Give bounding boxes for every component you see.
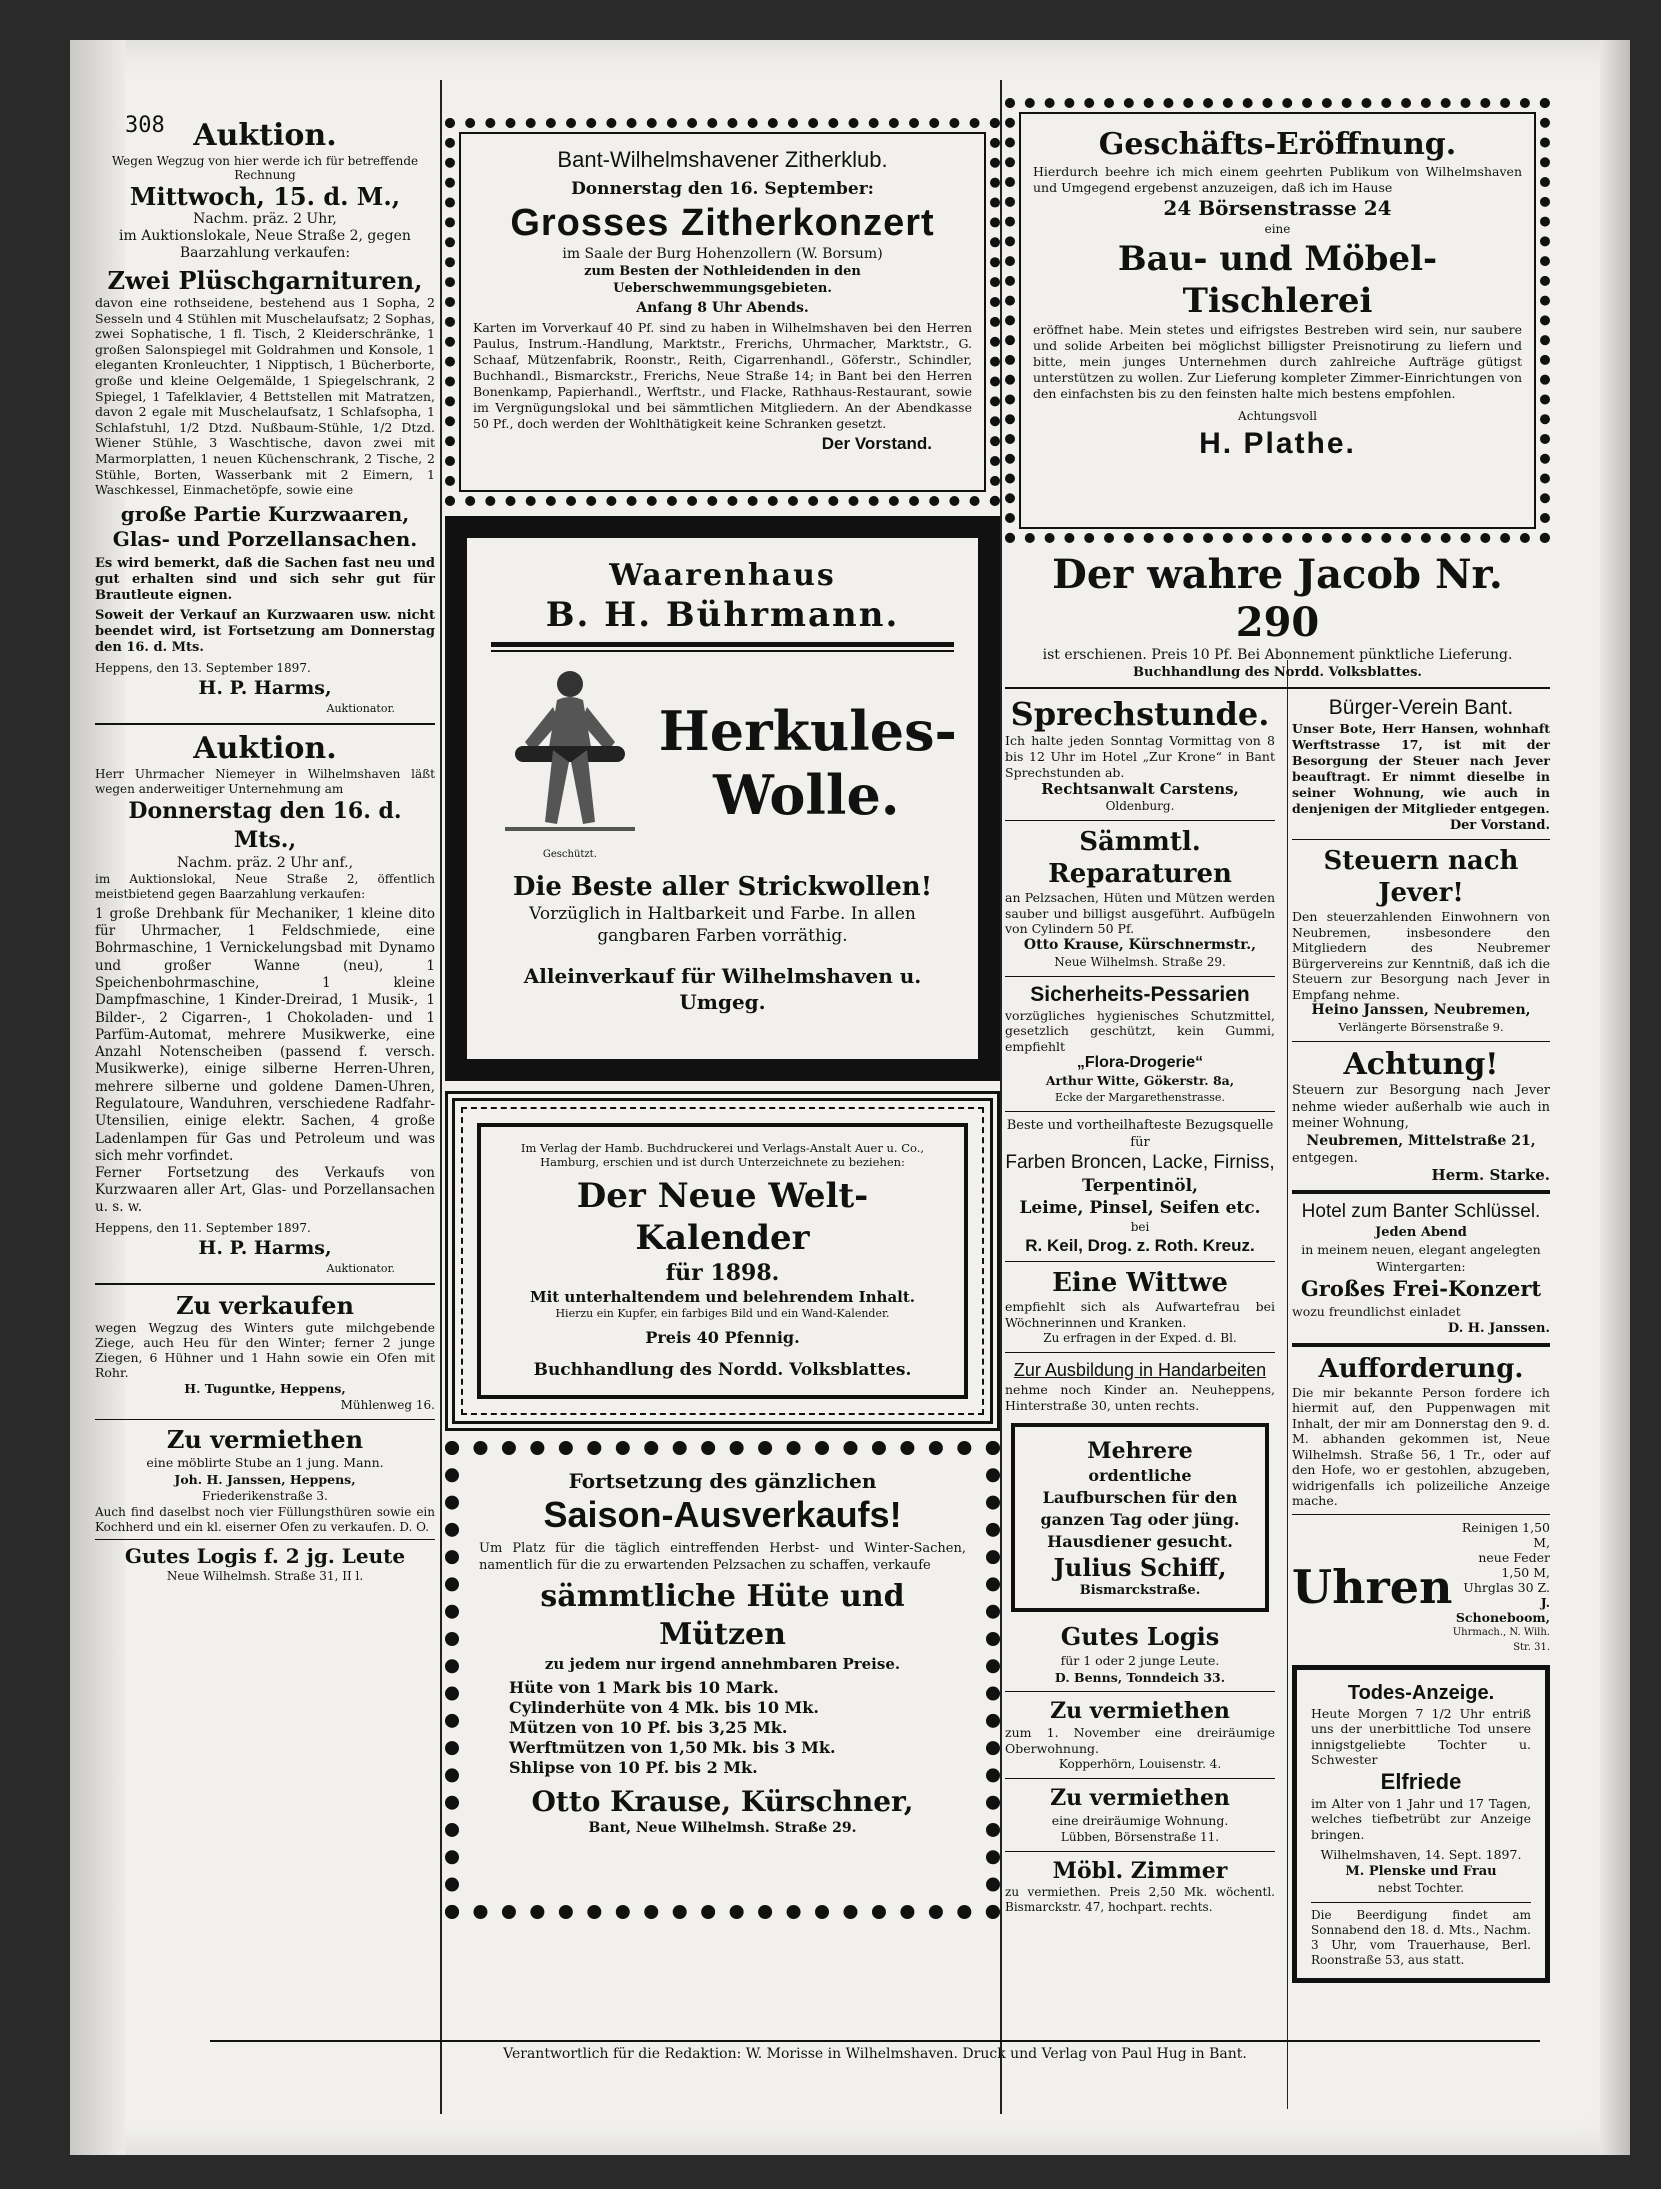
imprint: Verantwortlich für die Redaktion: W. Morisse in Wilhelmshaven. Druck und Verlag von Paul Hug in Bant. — [210, 2040, 1540, 2062]
column-rule — [1000, 80, 1002, 2114]
ad-text: Heute Morgen 7 1/2 Uhr entriß uns der unerbittliche Tod unsere innigstgeliebte Tochter u. Schwester — [1311, 1705, 1531, 1767]
ad-text: Auch find daselbst noch vier Füllungsthüren sowie ein Kochherd und ein kl. eiserner Ofen zu verkaufen. D. O. — [95, 1505, 435, 1534]
ad-text: Die Beerdigung findet am Sonnabend den 18. d. Mts., Nachm. 3 Uhr, vom Trauerhause, Berl. Roonstraße 53, aus statt. — [1311, 1908, 1531, 1967]
ad-title: Saison-Ausverkaufs! — [543, 1494, 902, 1535]
ad-shop: „Flora-Drogerie“ — [1076, 1054, 1204, 1071]
ad-text: Ferner Fortsetzung des Verkaufs von Kurzwaaren aller Art, Glas- und Porzellansachen u. s. w. — [95, 1165, 435, 1216]
divider — [491, 642, 954, 652]
ad-text: Die mir bekannte Person fordere ich hiermit auf, den Puppenwagen mit Inhalt, der mir am Donnerstag den 9. d. M. abhanden gekommen ist, Neue Wilhelmsh. Straße 56, 1 Tr., oder auf den Hofe, wo er gestohlen, abzugeben, widrigenfalls ich polizeiliche Anzeige mache. — [1292, 1384, 1550, 1508]
ad-title: Der wahre Jacob Nr. 290 — [1052, 551, 1503, 646]
divider — [1005, 1352, 1275, 1353]
ad-signature: J. Schoneboom, — [1455, 1594, 1550, 1625]
ad-signature: H. Plathe. — [1199, 427, 1356, 460]
ad-signature: Julius Schiff, — [1053, 1553, 1227, 1582]
ad-title: Steuern nach Jever! — [1323, 846, 1519, 908]
ad-text: Um Platz für die täglich eintreffenden Herbst- und Winter-Sachen, namentlich für die zu erwartenden Pelzsachen zu schaffen, verkaufe — [479, 1541, 966, 1573]
ad-title: Auktion. — [193, 730, 337, 766]
ad-address: Ecke der Margarethenstrasse. — [1055, 1091, 1225, 1104]
ad-text: wegen Wegzug des Winters gute milchgebende Ziege, auch Heu für den Winter; ferner 2 junge Ziegen, 6 Hühner und 1 Hahn sowie ein Ofen mit Rohr. — [95, 1320, 435, 1381]
ad-dateline: Heppens, den 11. September 1897. — [95, 1221, 311, 1236]
ad-price: Preis 40 Pfennig. — [645, 1328, 800, 1347]
ad-text: im Alter von 1 Jahr und 17 Tagen, welches tiefbetrübt zur Anzeige bringen. — [1311, 1795, 1531, 1842]
subcolumn-a — [1005, 695, 1275, 1983]
ad-address: Neue Wilhelmsh. Straße 29. — [1054, 954, 1226, 969]
ad-text: vorzügliches hygienisches Schutzmittel, gesetzlich geschützt, kein Gummi, empfiehlt — [1005, 1007, 1275, 1054]
ad-text: Herr Uhrmacher Niemeyer in Wilhelmshaven läßt wegen anderweitiger Unternehmung am — [95, 766, 435, 796]
ad-signature: H. P. Harms, — [198, 676, 332, 699]
ad-signature: Arthur Witte, Gökerstr. 8a, — [1045, 1073, 1235, 1088]
divider — [1005, 1851, 1275, 1852]
ad-signature: Otto Krause, Kürschnermstr., — [1023, 936, 1257, 953]
ad-title: Zu vermiethen — [166, 1425, 364, 1455]
price-item: Werftmützen von 1,50 Mk. bis 3 Mk. — [509, 1738, 836, 1757]
ad-address: Friederikenstraße 3. — [202, 1489, 328, 1504]
ad-address: Kopperhörn, Louisenstr. 4. — [1058, 1757, 1222, 1771]
ad-text: eine dreiräumige Wohnung. — [1051, 1813, 1229, 1828]
divider — [1292, 1343, 1550, 1347]
column-middle — [445, 118, 1000, 1919]
ad-heading: große Partie Kurzwaaren, Glas- und Porzellansachen. — [112, 501, 418, 551]
ad-date: Mittwoch, 15. d. M., — [129, 182, 401, 211]
column-left — [95, 118, 435, 1585]
ad-signature: Der Vorstand. — [1449, 818, 1550, 833]
divider — [1292, 839, 1550, 840]
ad-signature: M. Plenske und Frau — [1345, 1864, 1497, 1879]
divider — [1005, 1778, 1275, 1779]
ad-signature: Otto Krause, Kürschner, — [531, 1785, 914, 1818]
ad-saison-ausverkauf — [445, 1441, 1000, 1919]
ad-address: Mühlenweg 16. — [340, 1398, 435, 1413]
ad-heading: Bau- und Möbel-Tischlerei — [1117, 239, 1438, 321]
ad-info: Zu erfragen in der Exped. d. Bl. — [1043, 1331, 1237, 1345]
ad-text: Steuern zur Besorgung nach Jever nehme wieder außerhalb wie auch in meiner Wohnung, — [1292, 1083, 1550, 1131]
ad-role: Auktionator. — [326, 701, 395, 715]
ad-date: Donnerstag den 16. d. Mts., — [128, 797, 402, 853]
product-slogan: Die Beste aller Strickwollen! — [512, 872, 933, 902]
ad-laufburschen — [1011, 1423, 1269, 1612]
ad-text: Wegen Wegzug von hier werde ich für betreffende Rechnung — [111, 154, 419, 182]
ad-text: wozu freundlichst einladet — [1292, 1303, 1461, 1319]
price-item: Hüte von 1 Mark bis 10 Mark. — [509, 1678, 779, 1697]
ad-text: bei — [1130, 1220, 1150, 1234]
divider — [1292, 1190, 1550, 1194]
ad-text: Nachm. präz. 2 Uhr, — [193, 211, 337, 227]
ad-greeting: Achtungsvoll — [1238, 409, 1317, 423]
ad-title: Zu vermiethen — [1050, 1785, 1230, 1811]
deceased-name: Elfriede — [1380, 1768, 1462, 1794]
price-item: Uhrglas 30 Z. — [1463, 1579, 1550, 1595]
page-edge — [1600, 40, 1630, 2155]
club-name: Bant-Wilhelmshavener Zitherklub. — [557, 147, 888, 172]
subcolumn-b — [1292, 695, 1550, 1983]
divider — [1005, 976, 1275, 977]
ad-text: Hierdurch beehre ich mich einem geehrten Publikum von Wilhelmshaven und Umgegend ergebenst anzuzeigen, daß ich im Hause — [1033, 164, 1522, 195]
product-sale: Alleinverkauf für Wilhelmshaven u. Umgeg. — [523, 964, 922, 1014]
ad-text: in meinem neuen, elegant angelegten Wintergarten: — [1301, 1241, 1541, 1274]
event-purpose: zum Besten der Nothleidenden in den Ueberschwemmungsgebieten. — [584, 264, 861, 296]
ad-city: Oldenburg. — [1105, 799, 1175, 813]
ad-title: Eine Wittwe — [1052, 1268, 1228, 1298]
divider — [1005, 687, 1550, 689]
ad-role: Auktionator. — [326, 1262, 395, 1276]
ad-text: eine — [1264, 222, 1291, 236]
divider — [1005, 1111, 1275, 1112]
ad-signature: H. Tuguntke, Heppens, — [184, 1381, 346, 1397]
price-item: Shlipse von 10 Pf. bis 2 Mk. — [509, 1758, 758, 1777]
price-item: Cylinderhüte von 4 Mk. bis 10 Mk. — [509, 1698, 819, 1717]
divider — [1005, 820, 1275, 821]
divider — [95, 1283, 435, 1285]
event-place: im Saale der Burg Hohenzollern (W. Borsum) — [562, 246, 883, 262]
ad-address: Bant, Neue Wilhelmsh. Straße 29. — [588, 1820, 857, 1836]
price-list — [1453, 1520, 1550, 1655]
ad-title: Möbl. Zimmer — [1052, 1858, 1228, 1884]
ad-address: Neubremen, Mittelstraße 21, — [1306, 1132, 1536, 1149]
ad-address: Uhrmach., N. Wilh. Str. 31. — [1452, 1626, 1550, 1653]
ad-signature: Heino Janssen, Neubremen, — [1311, 1002, 1531, 1018]
store-name: Waarenhaus — [609, 558, 836, 593]
event-text: Karten im Vorverkauf 40 Pf. sind zu haben in Wilhelmshaven bei den Herren Paulus, Instrum.-Handlung, Marktstr., Frerichs, Uhrmacher, Marktstr., G. Schaaf, Mützenfabrik, Roonstr., Reith, Cigarrenhandl., Göferstr., Schindler, Buchhandl., Bismarckstr., Frerichs, Neue Straße 14; in Bant bei den Herren Bonenkamp, Papierhandl., Werftstr., und Flacke, Rathhaus-Restaurant, sowie im Vergnügungslokal und bei sämmtlichen Mitgliedern. An der Abendkasse 50 Pf., doch werden der Wohlthätigkeit keine Schranken gesetzt. — [473, 320, 972, 431]
ad-heading: Leime, Pinsel, Seifen etc. — [1019, 1198, 1261, 1218]
ad-todesanzeige — [1292, 1665, 1550, 1984]
price-item: Mützen von 10 Pf. bis 3,25 Mk. — [509, 1718, 788, 1737]
ad-signature: Herm. Starke. — [1431, 1165, 1550, 1184]
ad-text: zum 1. November eine dreiräumige Oberwohnung. — [1005, 1725, 1275, 1756]
ad-title: Zu vermiethen — [1050, 1698, 1230, 1724]
ad-text: Ich halte jeden Sonntag Vormittag von 8 bis 12 Uhr im Hotel „Zur Krone“ in Bant Sprechstunden ab. — [1005, 733, 1275, 780]
ad-title: Hotel zum Banter Schlüssel. — [1301, 1200, 1541, 1222]
store-owner: B. H. Bührmann. — [545, 595, 900, 635]
event-date: Donnerstag den 16. September: — [571, 179, 874, 199]
ad-text: Es wird bemerkt, daß die Sachen fast neu und gut erhalten sind und sich sehr gut für Brautleute eignen. — [95, 555, 435, 603]
product-name: Herkules-Wolle. — [658, 698, 957, 827]
ad-title: Sämmtl. Reparaturen — [1048, 827, 1232, 889]
ad-address: Bismarckstraße. — [1079, 1583, 1201, 1598]
ad-shop: Buchhandlung des Nordd. Volksblattes. — [533, 1360, 912, 1380]
ad-welt-kalender — [445, 1091, 1000, 1431]
ad-heading: Zwei Plüschgarnituren, — [107, 266, 423, 295]
ads-row — [1005, 695, 1550, 1983]
divider — [1005, 1261, 1275, 1262]
ad-title: Geschäfts-Eröffnung. — [1098, 127, 1457, 162]
strongman-icon — [495, 662, 645, 842]
event-title: Grosses Zitherkonzert — [510, 202, 935, 244]
ad-title: Sprechstunde. — [1010, 695, 1270, 733]
ad-text: im Auktionslokal, Neue Straße 2, öffentlich meistbietend gegen Baarzahlung verkaufen: — [95, 871, 435, 901]
price-item: neue Feder 1,50 M, — [1478, 1549, 1550, 1580]
ad-wahre-jacob — [1005, 551, 1550, 681]
ad-signature: D. H. Janssen. — [1447, 1320, 1550, 1336]
ad-text: Den steuerzahlenden Einwohnern von Neubremen, insbesondere den Mitgliedern des Neubremer Bürgervereins zur Kenntniß, daß ich die Steuern zur Besorgung nach Jever in Empfang nehme. — [1292, 909, 1550, 1002]
ad-heading: Großes Frei-Konzert — [1300, 1275, 1542, 1301]
ad-title: Bürger-Verein Bant. — [1328, 696, 1514, 719]
ad-title: Mehrere — [1087, 1438, 1193, 1464]
ad-geschaeftseroeffnung — [1005, 98, 1550, 543]
ad-year: für 1898. — [665, 1260, 780, 1286]
ad-address: 24 Börsenstrasse 24 — [1163, 196, 1392, 220]
ad-text: an Pelzsachen, Hüten und Mützen werden sauber und billigst ausgeführt. Aufbügeln von Cylindern 50 Pf. — [1005, 890, 1275, 936]
divider — [1292, 1041, 1550, 1042]
column-rule — [440, 80, 442, 2114]
ad-subtitle: zu jedem nur irgend annehmbaren Preise. — [544, 1655, 901, 1673]
ad-heading: Farben Broncen, Lacke, Firniss, — [1005, 1152, 1275, 1173]
ad-text: ist erschienen. Preis 10 Pf. Bei Abonnement pünktliche Lieferung. — [1042, 647, 1513, 663]
ad-text: Hierzu ein Kupfer, ein farbiges Bild und ein Wand-Kalender. — [555, 1307, 890, 1320]
ad-text: nehme noch Kinder an. Neuheppens, Hinterstraße 30, unten rechts. — [1005, 1382, 1275, 1413]
ad-heading: Terpentinöl, — [1082, 1176, 1198, 1196]
ad-text: 1 große Drehbank für Mechaniker, 1 kleine dito für Uhrmacher, 1 Feldschmiede, eine Bohrmaschine, 1 Vernickelungsbad mit Dynamo und großer Wanne (neu), 1 Speichenbohrmaschine, 1 kleine Dampfmaschine, 1 Kinder-Dreirad, 1 Musik-, 1 Bilder-, 2 Cigarren-, 1 Chokoladen- und 1 Parfüm-Automat, mehrere Musikwerke, eine Anzahl Notenscheiben (passend f. versch. Musikwerke), einige silberne Herren-Uhren, mehrere silberne und goldene Damen-Uhren, Regulatoure, Wanduhren, verschiedene Radfahr-Utensilien, einige elektr. Sachen, 4 große Ladenlampen für Gas und Petroleum und was sich mehr vorfindet. — [95, 905, 435, 1164]
column-right — [1005, 98, 1550, 1983]
event-signature: Der Vorstand. — [821, 434, 932, 453]
ad-title: Uhren — [1292, 1560, 1453, 1614]
divider — [1292, 1514, 1550, 1515]
price-item: Reinigen 1,50 M, — [1461, 1519, 1550, 1550]
ad-text: davon eine rothseidene, bestehend aus 1 Sopha, 2 Sesseln und 4 Stühlen mit Muschelaufsatz; 2 Sophas, zwei Sophatische, 1 fl. Tisch, 2 Kleiderschränke, 1 großen Salonspiegel mit Goldrahmen und Konsole, 1 eleganten Kronleuchter, 1 Nipptisch, 1 Bücherborte, große und kleine Oelgemälde, 1 Spiegelschrank, 2 Spiegel, 1 Tafelklavier, 4 Bettstellen mit Matratzen, davon 2 egale mit Muschelaufsatz, 1 Schlafsopha, 1 Schlafstuhl, 1/2 Dtzd. Nußbaum-Stühle, 1/2 Dtzd. Wiener Stühle, 3 Waschtische, davon zwei mit Marmorplatten, 1 neuen Küchenschrank, 2 Tische, 2 Stühle, Borten, Wasserbank mit 2 Eimern, 1 Waschkessel, Einmachetöpfe, sowie eine — [95, 295, 435, 498]
divider — [1311, 1902, 1531, 1903]
ad-dateline: Heppens, den 13. September 1897. — [95, 660, 311, 675]
ad-intro: Fortsetzung des gänzlichen — [568, 1469, 877, 1493]
ad-address: Verlängerte Börsenstraße 9. — [1338, 1020, 1504, 1034]
ad-subtitle: Mit unterhaltendem und belehrendem Inhalt. — [529, 1288, 916, 1306]
ad-signature: Rechtsanwalt Carstens, — [1041, 780, 1239, 798]
ad-zitherkonzert — [445, 118, 1000, 506]
ad-signature: D. Benns, Tonndeich 33. — [1054, 1670, 1226, 1685]
ad-title: Achtung! — [1343, 1047, 1499, 1082]
ad-text: im Auktionslokale, Neue Straße 2, gegen Baarzahlung verkaufen: — [119, 228, 411, 261]
ad-signature: nebst Tochter. — [1377, 1881, 1465, 1895]
divider — [95, 1419, 435, 1420]
ad-text: zu vermiethen. Preis 2,50 Mk. wöchentl. Bismarckstr. 47, hochpart. rechts. — [1005, 1885, 1275, 1914]
ad-subtitle: Jeden Abend — [1375, 1224, 1467, 1240]
ad-address: Neue Wilhelmsh. Straße 31, II l. — [166, 1569, 364, 1584]
ad-text: eine möblirte Stube an 1 jung. Mann. — [146, 1455, 384, 1471]
ad-title: Aufforderung. — [1318, 1353, 1524, 1384]
ad-dateline: Wilhelmshaven, 14. Sept. 1897. — [1320, 1847, 1522, 1862]
ad-text: für 1 oder 2 junge Leute. — [1060, 1653, 1220, 1668]
ad-title: Gutes Logis f. 2 jg. Leute — [124, 1544, 406, 1569]
page-number: 308 — [125, 113, 165, 138]
divider — [95, 723, 435, 725]
product-block — [491, 662, 957, 863]
ad-title: Der Neue Welt-Kalender — [576, 1176, 869, 1258]
ad-title: Gutes Logis — [1060, 1622, 1220, 1651]
divider — [1005, 1691, 1275, 1692]
ad-title: Zur Ausbildung in Handarbeiten — [1013, 1360, 1267, 1380]
ad-text: Unser Bote, Herr Hansen, wohnhaft Werftstrasse 17, ist mit der Besorgung der Steuer nach Jever beauftragt. Er nimmt dieselbe in seiner Wohnung, wie auch in denjenigen der Mitglieder entgegen. — [1292, 721, 1550, 816]
price-list — [479, 1678, 966, 1778]
protected-label: Geschützt. — [542, 849, 597, 860]
ad-text: Beste und vortheilhafteste Bezugsquelle für — [1006, 1118, 1274, 1150]
ad-title: Sicherheits-Pessarien — [1030, 982, 1250, 1006]
ad-signature: R. Keil, Drog. z. Roth. Kreuz. — [1025, 1236, 1255, 1255]
product-text: Vorzüglich in Haltbarkeit und Farbe. In allen gangbaren Farben vorräthig. — [529, 904, 916, 946]
ad-inner-frame — [477, 1123, 968, 1399]
divider — [95, 1539, 435, 1540]
ad-text: entgegen. — [1292, 1150, 1358, 1166]
ad-title: Auktion. — [193, 118, 337, 153]
event-start: Anfang 8 Uhr Abends. — [636, 300, 809, 316]
ad-uhren — [1292, 1520, 1550, 1655]
ad-title: Todes-Anzeige. — [1347, 1681, 1495, 1704]
ad-text: eröffnet habe. Mein stetes und eifrigstes Bestreben wird sein, nur saubere und solide Arbeiten bei möglichst billigster Preisnotirung zu liefern und bitte, mein junges Unternehmen durch zahlreiche Aufträge gütigst unterstützen zu wollen. Zur Lieferung kompleter Zimmer-Einrichtungen von den einfachsten bis zu den feinsten halte mich bestens empfohlen. — [1033, 322, 1522, 401]
ad-text: empfiehlt sich als Aufwartefrau bei Wöchnerinnen und Kranken. — [1005, 1299, 1275, 1330]
ad-text: Soweit der Verkauf an Kurzwaaren usw. nicht beendet wird, ist Fortsetzung am Donnerstag den 16. d. Mts. — [95, 607, 435, 655]
ad-signature: H. P. Harms, — [198, 1237, 332, 1260]
ad-herkules-wolle — [445, 516, 1000, 1081]
ad-title: Zu verkaufen — [176, 1291, 354, 1321]
ad-text: Nachm. präz. 2 Uhr anf., — [176, 854, 354, 871]
ad-address: Lübben, Börsenstraße 11. — [1060, 1830, 1220, 1844]
ad-shop: Buchhandlung des Nordd. Volksblattes. — [1133, 665, 1422, 680]
ad-text: Im Verlag der Hamb. Buchdruckerei und Verlags-Anstalt Auer u. Co., Hamburg, erschien und ist durch Unterzeichnete zu beziehen: — [520, 1141, 925, 1169]
ad-text: ordentliche Laufburschen für den ganzen Tag oder jüng. Hausdiener gesucht. — [1040, 1466, 1240, 1551]
ad-heading: sämmtliche Hüte und Mützen — [540, 1579, 905, 1652]
ad-signature: Joh. H. Janssen, Heppens, — [174, 1472, 356, 1488]
